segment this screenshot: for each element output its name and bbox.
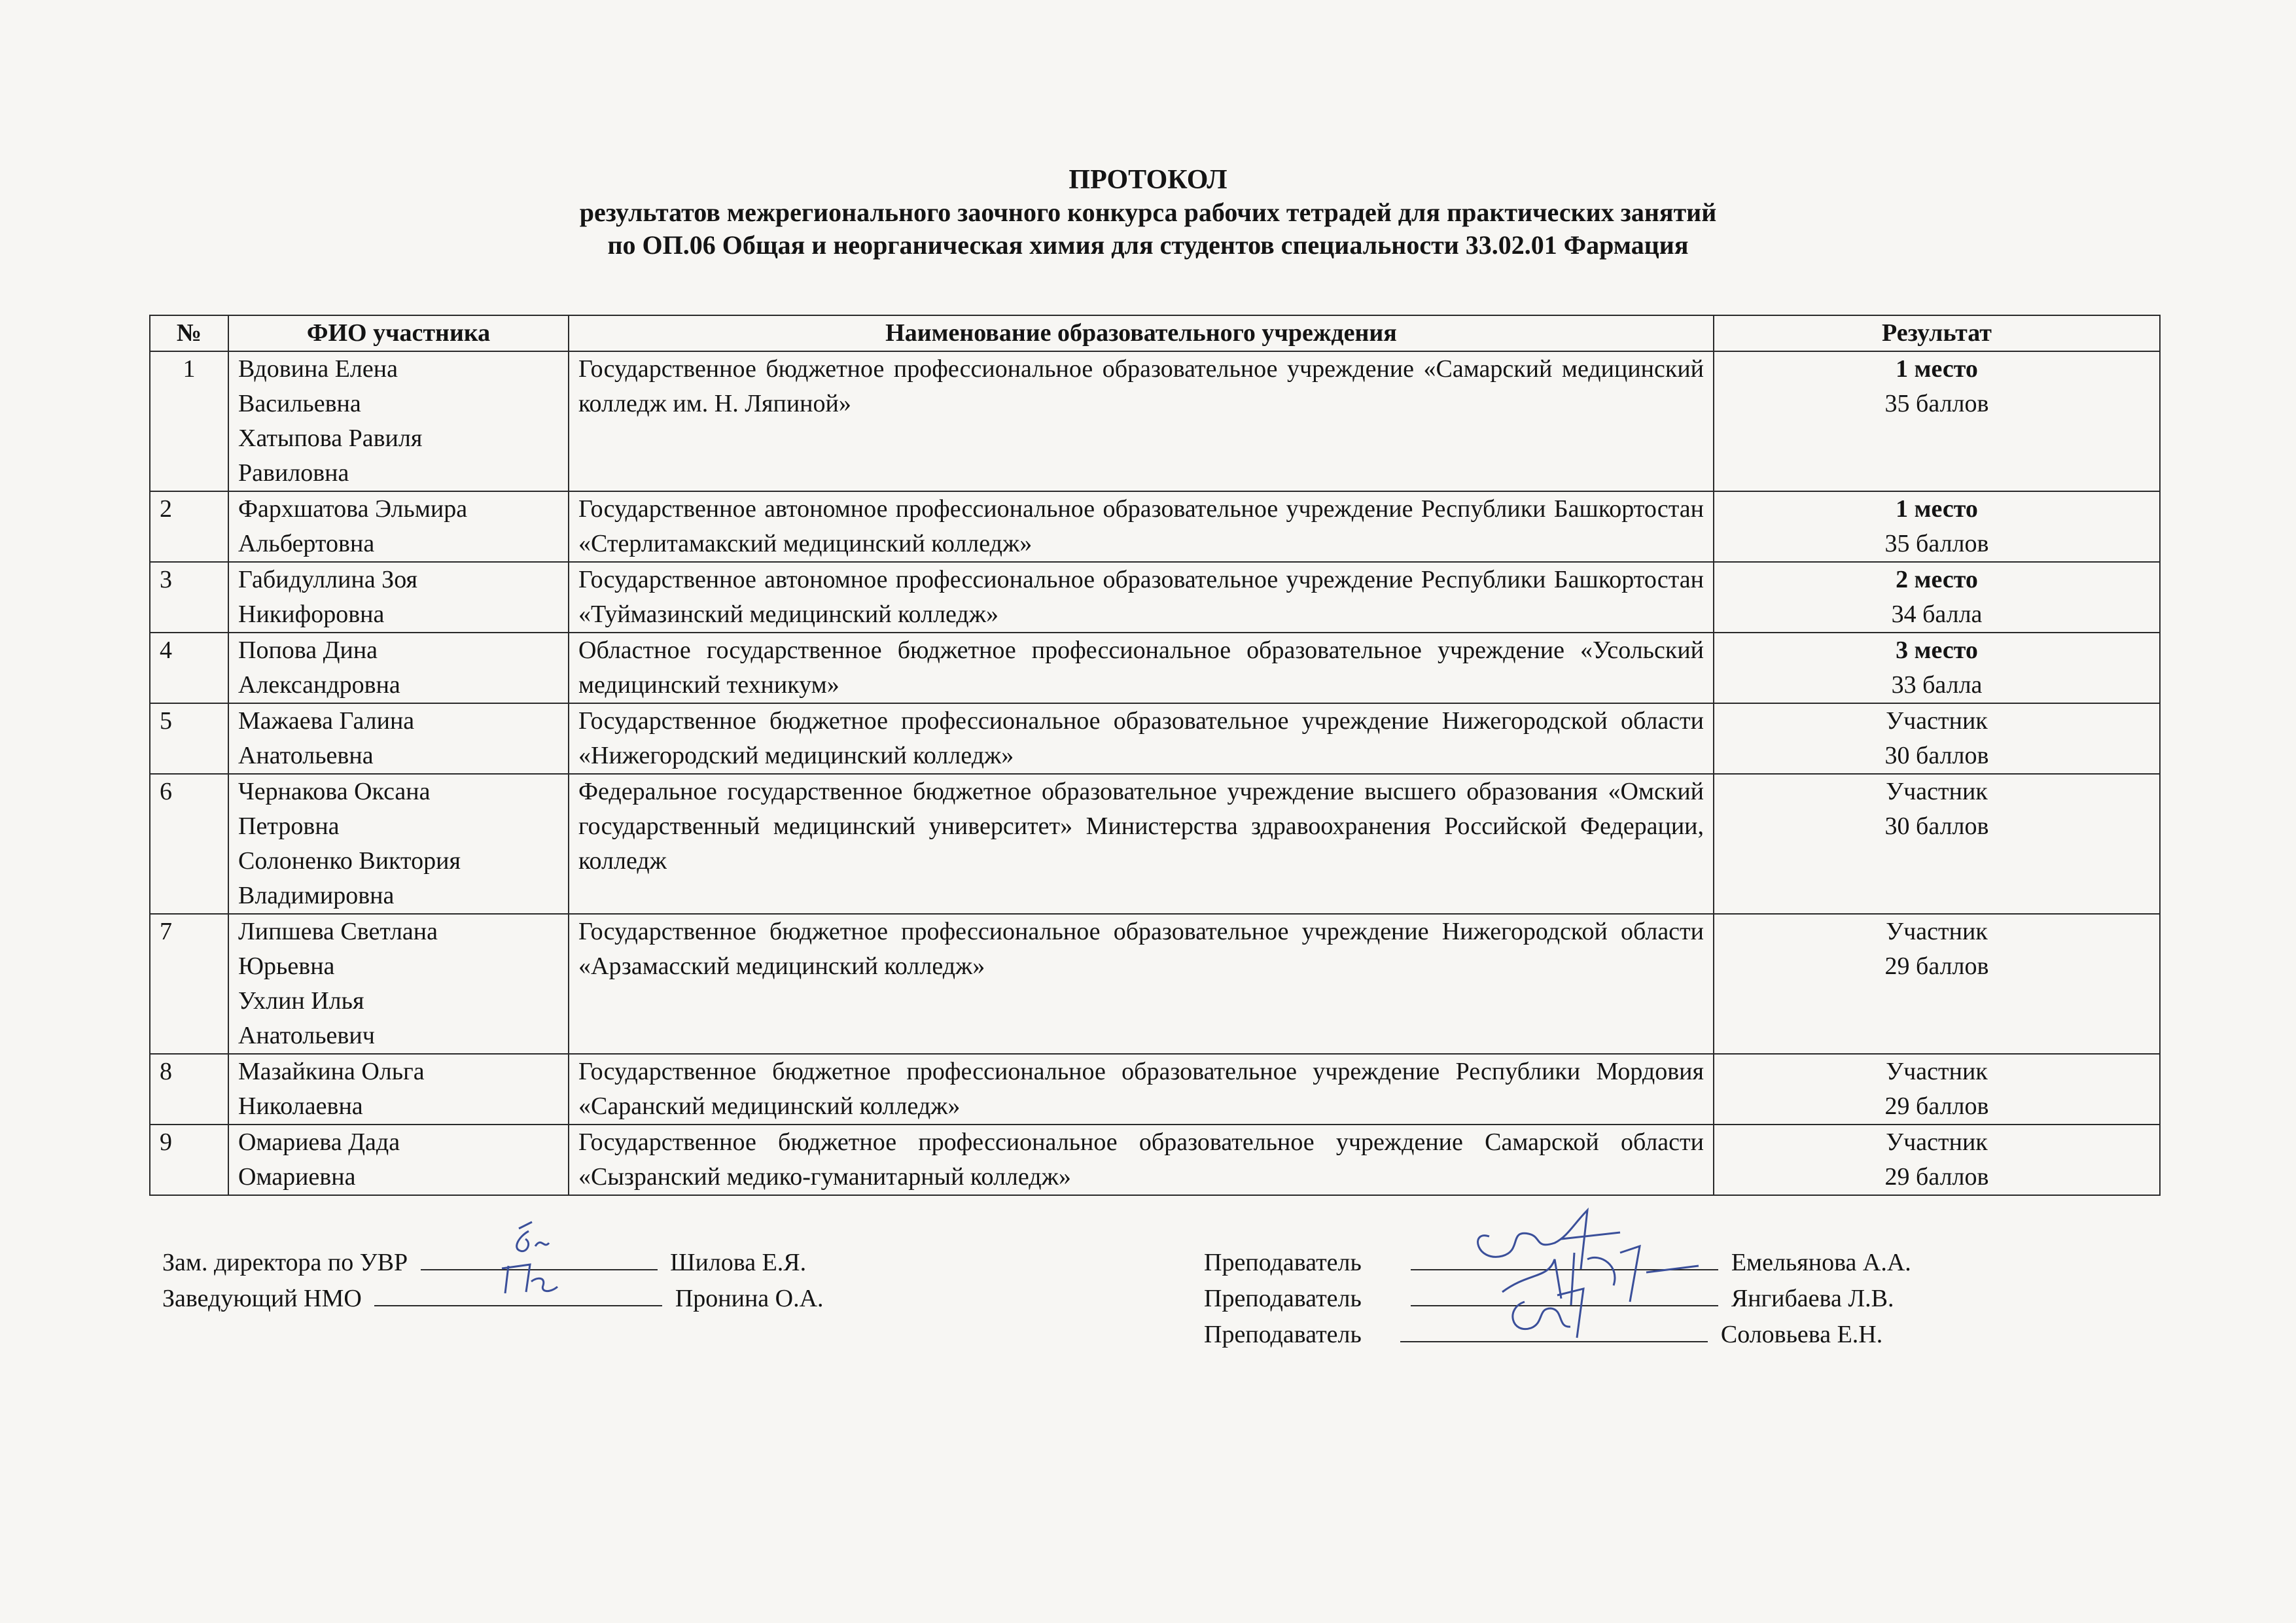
participant-name-line: Фархшатова Эльмира (238, 495, 468, 523)
header-org: Наименование образовательного учреждения (569, 315, 1714, 351)
participant-names (228, 1125, 569, 1195)
signature-name: Шилова Е.Я. (670, 1249, 807, 1276)
result-cell (1714, 1054, 2160, 1125)
participant-name-line: Хатыпова Равиля (238, 425, 423, 452)
document-subtitle-line2: по ОП.06 Общая и неорганическая химия для студентов специальности 33.02.01 Фармация (607, 230, 1689, 260)
table-row (150, 774, 2160, 914)
row-number: 6 (150, 774, 228, 914)
result-place: 1 место (1896, 355, 1978, 383)
signature-row (1204, 1315, 1911, 1351)
institution-name: Государственное бюджетное профессиональное образовательное учреждение Нижегородской области «Арзамасский медицинский колледж» (569, 914, 1714, 1054)
signature-role: Преподаватель (1204, 1321, 1362, 1348)
signature-scribble-icon (1463, 1197, 1699, 1276)
participant-name-line: Никифоровна (238, 601, 385, 628)
result-cell (1714, 1125, 2160, 1195)
header-num: № (150, 315, 228, 351)
header-name: ФИО участника (228, 315, 569, 351)
table-row (150, 351, 2160, 491)
institution-name: Государственное бюджетное профессиональное образовательное учреждение Нижегородской области «Нижегородский медицинский колледж» (569, 703, 1714, 774)
table-row (150, 703, 2160, 774)
institution-name: Государственное автономное профессиональное образовательное учреждение Республики Башкортостан «Стерлитамакский медицинский колледж» (569, 491, 1714, 562)
result-score: 29 баллов (1884, 1163, 1989, 1191)
participant-name-line: Вдовина Елена (238, 355, 398, 383)
table-row (150, 1054, 2160, 1125)
result-place: Участник (1886, 1058, 1988, 1085)
signature-role: Зам. директора по УВР (162, 1249, 408, 1276)
participant-names (228, 562, 569, 633)
row-number: 5 (150, 703, 228, 774)
participant-names (228, 703, 569, 774)
result-score: 33 балла (1891, 671, 1983, 699)
row-number: 8 (150, 1054, 228, 1125)
participant-names (228, 774, 569, 914)
signatures-left (162, 1243, 824, 1315)
signature-scribble-icon (421, 1217, 552, 1269)
table-body (150, 351, 2160, 1195)
institution-name: Государственное автономное профессиональное образовательное учреждение Республики Башкортостан «Туймазинский медицинский колледж» (569, 562, 1714, 633)
table-header-row (150, 315, 2160, 351)
participant-name-line: Омариева Дада (238, 1128, 400, 1156)
participant-name-line: Анатольевич (238, 1022, 375, 1049)
table-row (150, 491, 2160, 562)
signature-name: Соловьева Е.Н. (1720, 1321, 1883, 1348)
participant-name-line: Липшева Светлана (238, 918, 438, 945)
participant-name-line: Равиловна (238, 459, 349, 487)
result-score: 29 баллов (1884, 1092, 1989, 1120)
signature-role: Преподаватель (1204, 1285, 1362, 1312)
result-score: 35 баллов (1884, 530, 1989, 557)
result-score: 30 баллов (1884, 812, 1989, 840)
participant-names (228, 914, 569, 1054)
result-place: 1 место (1896, 495, 1978, 523)
participant-name-line: Александровна (238, 671, 400, 699)
signatures-right (1204, 1243, 1911, 1351)
participant-name-line: Владимировна (238, 882, 395, 909)
signature-line (1411, 1279, 1718, 1306)
institution-name: Государственное бюджетное профессиональное образовательное учреждение «Самарский медицинский колледж им. Н. Ляпиной» (569, 351, 1714, 491)
results-table (149, 315, 2161, 1196)
result-place: Участник (1886, 778, 1988, 805)
signature-row (162, 1243, 824, 1279)
result-cell (1714, 703, 2160, 774)
signature-name: Пронина О.А. (675, 1285, 824, 1312)
result-cell (1714, 491, 2160, 562)
participant-name-line: Габидуллина Зоя (238, 566, 417, 593)
result-score: 30 баллов (1884, 742, 1989, 769)
participant-name-line: Васильевна (238, 390, 361, 417)
participant-name-line: Мазайкина Ольга (238, 1058, 425, 1085)
participant-names (228, 633, 569, 703)
participant-name-line: Ухлин Илья (238, 987, 364, 1015)
participant-name-line: Попова Дина (238, 637, 378, 664)
institution-name: Государственное бюджетное профессиональное образовательное учреждение Республики Мордовия «Саранский медицинский колледж» (569, 1054, 1714, 1125)
result-place: Участник (1886, 707, 1988, 735)
participant-names (228, 1054, 569, 1125)
result-score: 29 баллов (1884, 952, 1989, 980)
institution-name: Федеральное государственное бюджетное образовательное учреждение высшего образования «Омский государственный медицинский университет» Министерства здравоохранения Российской Федерации, колледж (569, 774, 1714, 914)
result-cell (1714, 351, 2160, 491)
signature-name: Емельянова А.А. (1731, 1249, 1911, 1276)
participant-name-line: Мажаева Галина (238, 707, 415, 735)
participant-names (228, 491, 569, 562)
signature-line (1411, 1243, 1718, 1270)
result-cell (1714, 774, 2160, 914)
signature-role: Преподаватель (1204, 1249, 1362, 1276)
participant-name-line: Чернакова Оксана (238, 778, 431, 805)
table-row (150, 562, 2160, 633)
signature-line (1400, 1315, 1708, 1342)
result-place: 2 место (1896, 566, 1978, 593)
signature-line (374, 1279, 662, 1306)
participant-name-line: Альбертовна (238, 530, 375, 557)
signature-row (162, 1279, 824, 1315)
signature-row (1204, 1279, 1911, 1315)
result-place: Участник (1886, 918, 1988, 945)
header-result: Результат (1714, 315, 2160, 351)
row-number: 7 (150, 914, 228, 1054)
institution-name: Государственное бюджетное профессиональное образовательное учреждение Самарской области «Сызранский медико-гуманитарный колледж» (569, 1125, 1714, 1195)
row-number: 4 (150, 633, 228, 703)
signature-name: Янгибаева Л.В. (1731, 1285, 1894, 1312)
participant-name-line: Анатольевна (238, 742, 374, 769)
row-number: 1 (150, 351, 228, 491)
row-number: 9 (150, 1125, 228, 1195)
participant-name-line: Солоненко Виктория (238, 847, 461, 875)
signature-line (421, 1243, 658, 1270)
institution-name: Областное государственное бюджетное профессиональное образовательное учреждение «Усольский медицинский техникум» (569, 633, 1714, 703)
result-score: 35 баллов (1884, 390, 1989, 417)
result-cell (1714, 633, 2160, 703)
participant-name-line: Петровна (238, 812, 340, 840)
signature-role: Заведующий НМО (162, 1285, 362, 1312)
result-cell (1714, 562, 2160, 633)
document-header (0, 164, 2296, 262)
participant-name-line: Николаевна (238, 1092, 363, 1120)
result-cell (1714, 914, 2160, 1054)
row-number: 3 (150, 562, 228, 633)
participant-name-line: Омариевна (238, 1163, 356, 1191)
participant-names (228, 351, 569, 491)
row-number: 2 (150, 491, 228, 562)
participant-name-line: Юрьевна (238, 952, 335, 980)
signature-row (1204, 1243, 1911, 1279)
table-row (150, 914, 2160, 1054)
table-row (150, 633, 2160, 703)
result-place: 3 место (1896, 637, 1978, 664)
document-subtitle-line1: результатов межрегионального заочного конкурса рабочих тетрадей для практических занятий (579, 198, 1717, 227)
document-title: ПРОТОКОЛ (1069, 165, 1227, 195)
result-score: 34 балла (1891, 601, 1983, 628)
result-place: Участник (1886, 1128, 1988, 1156)
table-row (150, 1125, 2160, 1195)
